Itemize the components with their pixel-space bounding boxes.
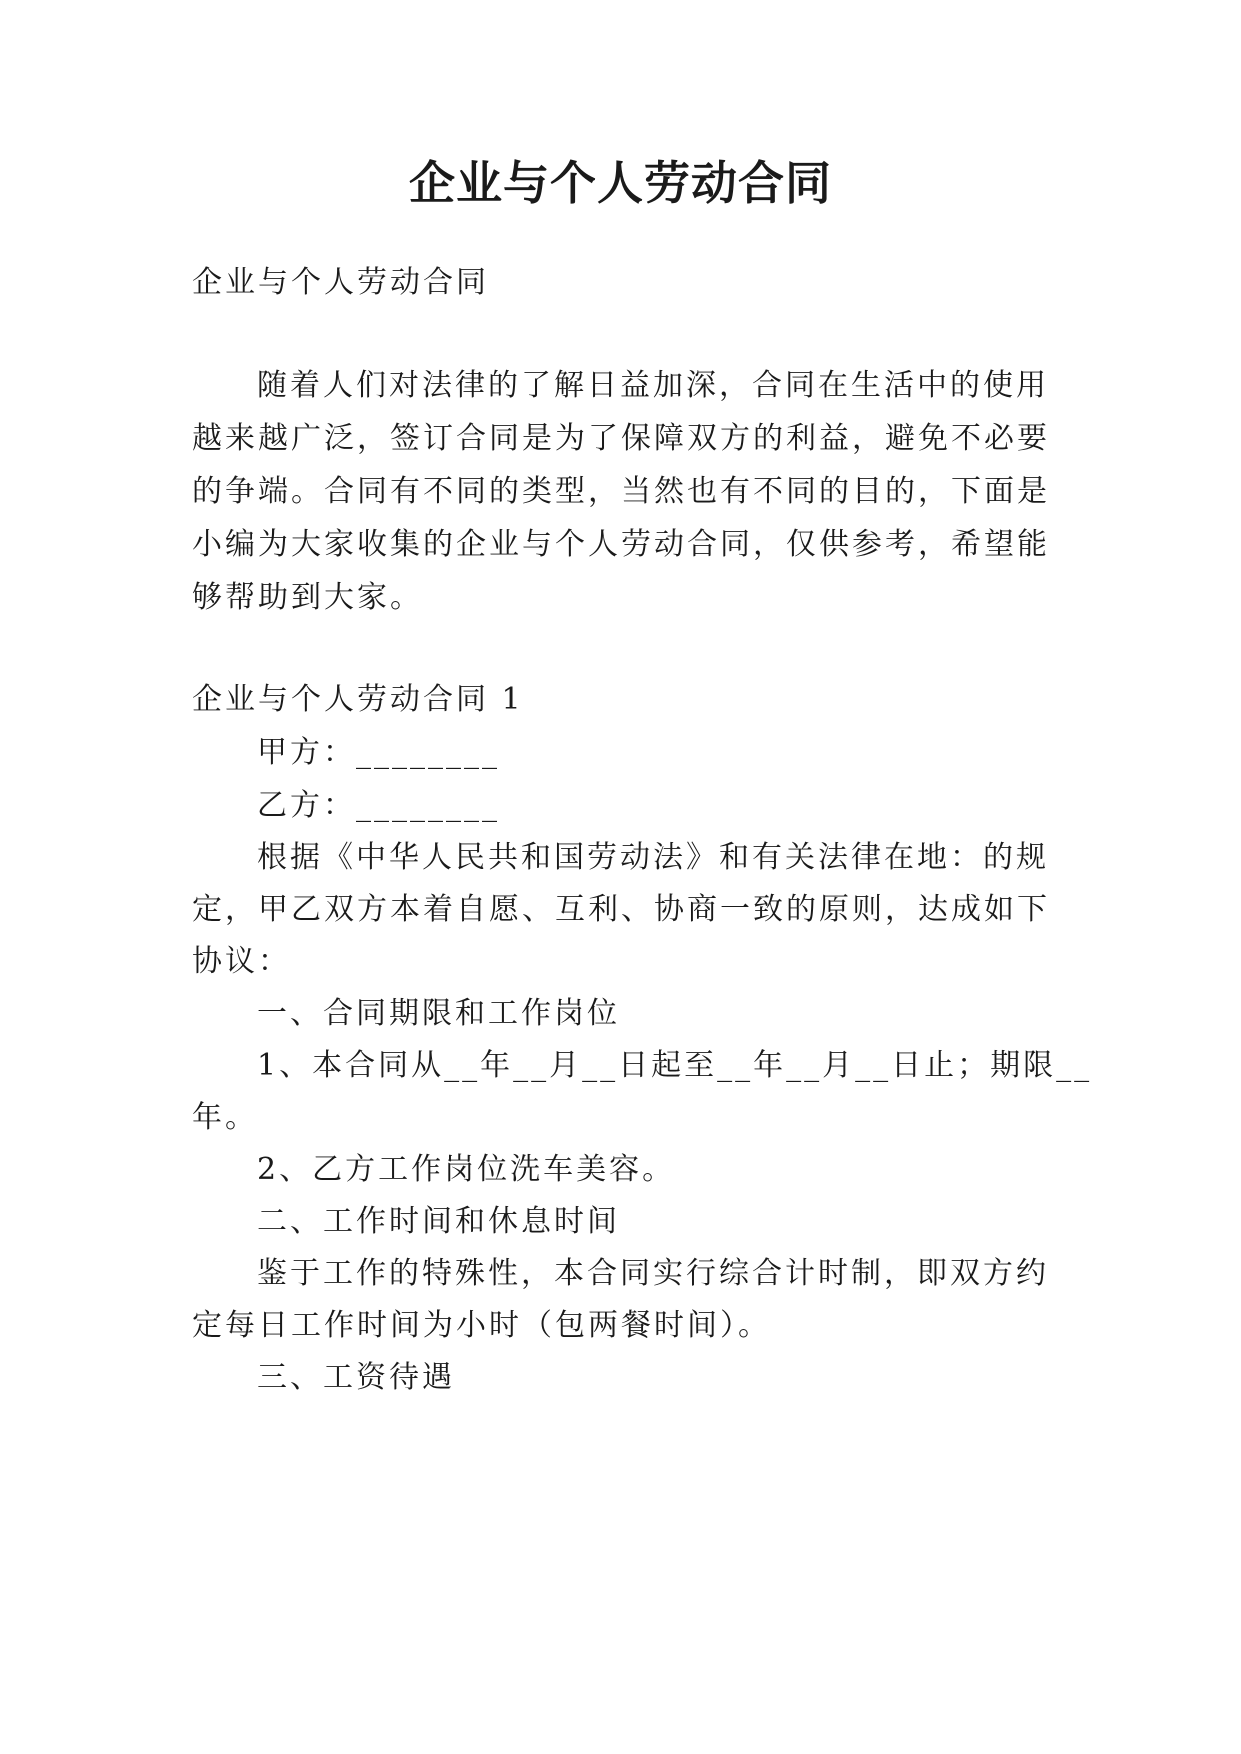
paragraph-line: 1、本合同从__年__月__日起至__年__月__日止；期限__ [257, 1048, 1093, 1083]
section-heading: 一、合同期限和工作岗位 [257, 996, 620, 1031]
party-a-line: 甲方：________ [257, 735, 500, 770]
document-title: 企业与个人劳动合同 [409, 156, 832, 210]
paragraph-line: 年。 [192, 1100, 258, 1135]
section-heading: 三、工资待遇 [257, 1360, 455, 1395]
paragraph-line: 鉴于工作的特殊性，本合同实行综合计时制，即双方约 [257, 1256, 1049, 1291]
doc-heading-line: 企业与个人劳动合同 [192, 265, 489, 300]
paragraph-line: 定每日工作时间为小时（包两餐时间）。 [192, 1308, 771, 1343]
paragraph-line: 越来越广泛，签订合同是为了保障双方的利益，避免不必要 [192, 421, 1050, 456]
paragraph-line: 够帮助到大家。 [192, 580, 423, 615]
paragraph-line: 2、乙方工作岗位洗车美容。 [257, 1152, 676, 1187]
party-b-line: 乙方：________ [257, 788, 500, 823]
contract-heading: 企业与个人劳动合同 1 [192, 682, 524, 717]
paragraph-line: 的争端。合同有不同的类型，当然也有不同的目的，下面是 [192, 474, 1050, 509]
paragraph-line: 随着人们对法律的了解日益加深，合同在生活中的使用 [257, 368, 1049, 403]
section-heading: 二、工作时间和休息时间 [257, 1204, 620, 1239]
paragraph-line: 根据《中华人民共和国劳动法》和有关法律在地：的规 [257, 840, 1049, 875]
paragraph-line: 协议： [192, 944, 291, 979]
paragraph-line: 小编为大家收集的企业与个人劳动合同，仅供参考，希望能 [192, 527, 1050, 562]
paragraph-line: 定，甲乙双方本着自愿、互利、协商一致的原则，达成如下 [192, 892, 1050, 927]
